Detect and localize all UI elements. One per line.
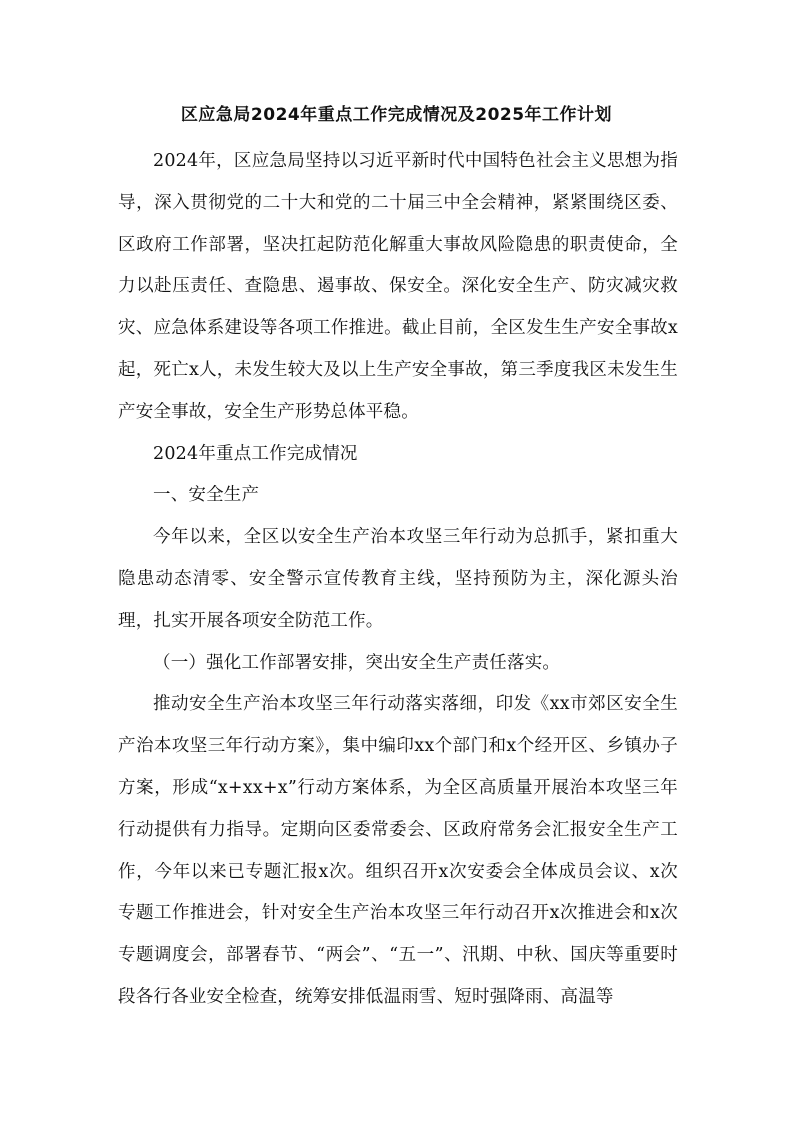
intro-paragraph: 2024年，区应急局坚持以习近平新时代中国特色社会主义思想为指导，深入贯彻党的二十大和党的二十届三中全会精神，紧紧围绕区委、区政府工作部署，坚决扛起防范化解重大事故风险隐患的职责使命，全力以赴压责任、查隐患、遏事故、保安全。深化安全生产、防灾减灾救灾、应急体系建设等各项工作推进。截止目前，全区发生生产安全事故x起，死亡x人，未发生较大及以上生产安全事故，第三季度我区未发生生产安全事故，安全生产形势总体平稳。 [118, 151, 678, 422]
body-paragraph: 今年以来，全区以安全生产治本攻坚三年行动为总抓手，紧扣重大隐患动态清零、安全警示宣传教育主线，坚持预防为主，深化源头治理，扎实开展各项安全防范工作。 [118, 527, 678, 631]
document-title: 区应急局2024年重点工作完成情况及2025年工作计划 [180, 105, 613, 125]
document-body [118, 141, 678, 1019]
subsection-heading: 一、安全生产 [153, 485, 260, 506]
item-heading: （一）强化工作部署安排，突出安全生产责任落实。 [153, 652, 561, 673]
body-paragraph: 推动安全生产治本攻坚三年行动落实落细，印发《xx市郊区安全生产治本攻坚三年行动方案》，集中编印xx个部门和x个经开区、乡镇办子方案，形成“x+xx+x”行动方案体系，为全区高质量开展治本攻坚三年行动提供有力指导。定期向区委常委会、区政府常务会汇报安全生产工作，今年以来已专题汇报x次。组织召开x次安委会全体成员会议、x次专题工作推进会，针对安全生产治本攻坚三年行动召开x次推进会和x次专题调度会，部署春节、“两会”、“五一”、汛期、中秋、国庆等重要时段各行各业安全检查，统筹安排低温雨雪、短时强降雨、高温等 [118, 694, 678, 1007]
section-heading: 2024年重点工作完成情况 [153, 443, 358, 464]
